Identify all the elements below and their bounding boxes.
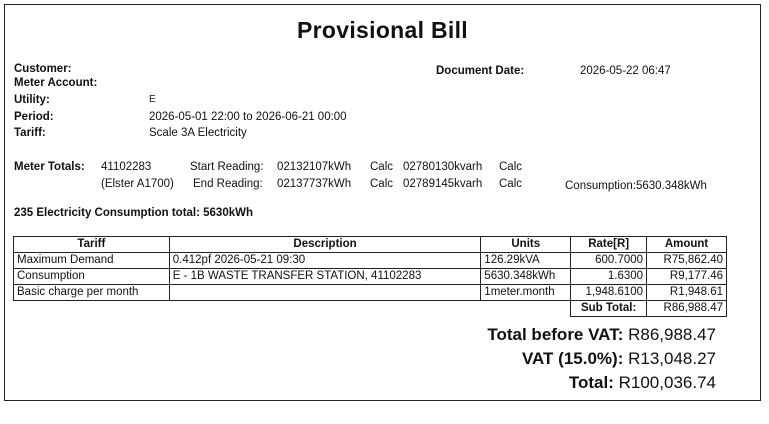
bill-title: Provisional Bill	[297, 17, 468, 43]
table-header-row	[14, 237, 727, 253]
row-tariff: Maximum Demand	[14, 253, 170, 269]
total-value: R100,036.74	[618, 373, 716, 392]
consumption-total: 235 Electricity Consumption total: 5630kWh	[14, 207, 254, 219]
end-reading-label: End Reading:	[193, 178, 263, 190]
subtotal-row	[14, 301, 727, 317]
meter-totals-label: Meter Totals:	[14, 161, 85, 173]
utility-value: E	[149, 94, 156, 105]
row-description	[169, 285, 481, 301]
vat-label: VAT (15.0%):	[521, 349, 624, 368]
document-date-value: 2026-05-22 06:47	[580, 65, 671, 77]
grand-total	[569, 373, 716, 393]
row-tariff: Consumption	[14, 269, 170, 285]
vat-line	[522, 349, 716, 369]
total-before-vat	[487, 325, 716, 345]
table-row	[14, 285, 727, 301]
row-units: 5630.348kWh	[481, 269, 571, 285]
tariff-value: Scale 3A Electricity	[149, 127, 247, 139]
start-calc-2: Calc	[499, 161, 523, 173]
column-header-rate: Rate[R]	[571, 237, 647, 253]
vat-value: R13,048.27	[628, 349, 716, 368]
start-reading-kvarh: 02780130kvarh	[403, 161, 483, 173]
column-header-units: Units	[481, 237, 571, 253]
bill-line-items-table	[13, 236, 727, 317]
meter-model: (Elster A1700)	[101, 178, 174, 190]
table-row	[14, 269, 727, 285]
row-units: 126.29kVA	[481, 253, 571, 269]
row-description: E - 1B WASTE TRANSFER STATION, 41102283	[169, 269, 481, 285]
row-tariff: Basic charge per month	[14, 285, 170, 301]
total-before-vat-value: R86,988.47	[628, 325, 716, 344]
subtotal-label: Sub Total:	[571, 301, 647, 317]
provisional-bill	[4, 4, 761, 401]
row-rate: 1.6300	[571, 269, 647, 285]
tariff-label: Tariff:	[14, 127, 46, 139]
period-value: 2026-05-01 22:00 to 2026-06-21 00:00	[149, 111, 347, 123]
start-reading-label: Start Reading:	[190, 161, 264, 173]
row-amount: R9,177.46	[647, 269, 727, 285]
row-rate: 1,948.6100	[571, 285, 647, 301]
row-amount: R1,948.61	[647, 285, 727, 301]
total-label: Total:	[568, 373, 614, 392]
row-units: 1meter.month	[481, 285, 571, 301]
column-header-description: Description	[169, 237, 481, 253]
period-label: Period:	[14, 111, 54, 123]
meter-account-label: Meter Account:	[14, 77, 98, 89]
table-row	[14, 253, 727, 269]
row-rate: 600.7000	[571, 253, 647, 269]
end-calc-1: Calc	[370, 178, 394, 190]
start-calc-1: Calc	[370, 161, 394, 173]
column-header-tariff: Tariff	[14, 237, 170, 253]
total-before-vat-label: Total before VAT:	[487, 325, 624, 344]
utility-label: Utility:	[14, 94, 50, 106]
end-reading-kvarh: 02789145kvarh	[403, 178, 483, 190]
start-reading-kwh: 02132107kWh	[277, 161, 352, 173]
customer-label: Customer:	[14, 63, 72, 75]
meter-number: 41102283	[101, 161, 152, 173]
end-calc-2: Calc	[499, 178, 523, 190]
column-header-amount: Amount	[647, 237, 727, 253]
row-description: 0.412pf 2026-05-21 09:30	[169, 253, 481, 269]
end-reading-kwh: 02137737kWh	[277, 178, 352, 190]
subtotal-value: R86,988.47	[647, 301, 727, 317]
consumption-reading: Consumption:5630.348kWh	[565, 180, 707, 192]
document-date-label: Document Date:	[436, 65, 525, 77]
row-amount: R75,862.40	[647, 253, 727, 269]
